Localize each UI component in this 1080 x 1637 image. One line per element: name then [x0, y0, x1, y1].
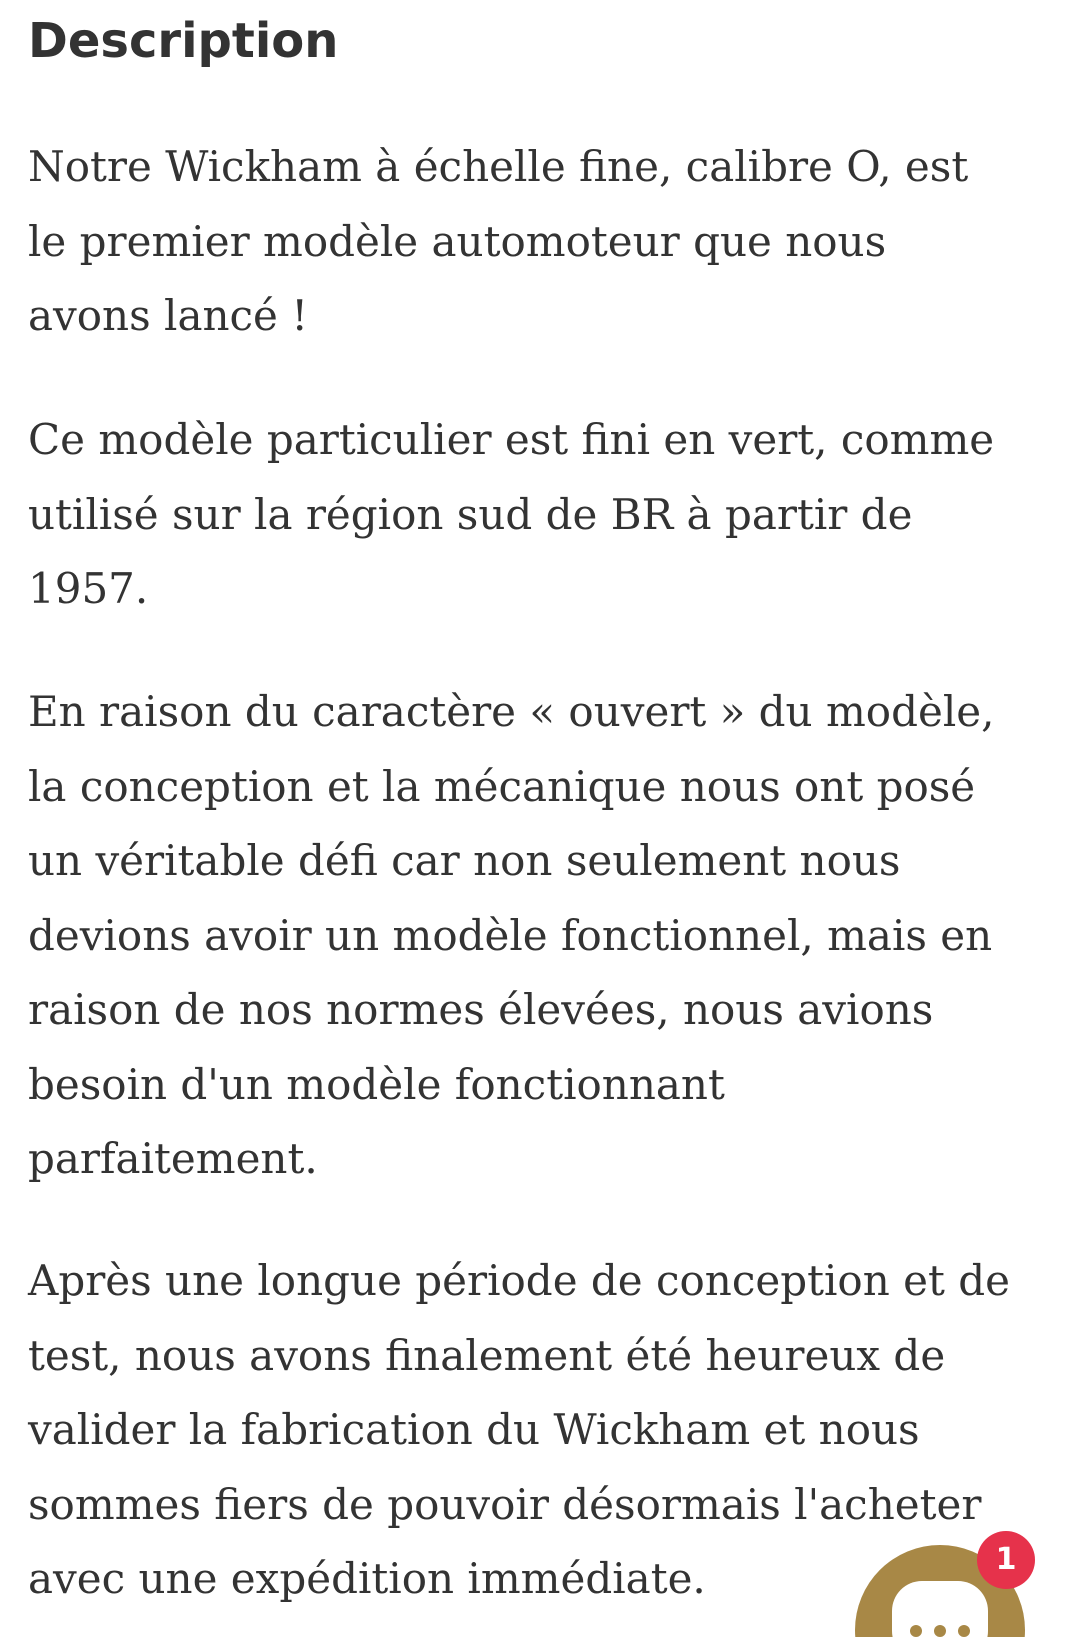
paragraph-line: un véritable défi car non seulement nous — [28, 836, 901, 885]
ellipsis-icon — [910, 1625, 970, 1637]
chat-notification-badge: 1 — [977, 1531, 1035, 1589]
paragraph-line: avons lancé ! — [28, 291, 309, 340]
paragraph-line: la conception et la mécanique nous ont posé — [28, 761, 976, 811]
description-heading: Description — [28, 13, 339, 69]
paragraph-line: avec une expédition immédiate. — [28, 1554, 706, 1603]
paragraph-line: 1957. — [28, 564, 149, 613]
paragraph-line: parfaitement. — [28, 1134, 318, 1183]
paragraph-line: besoin d'un modèle fonctionnant — [28, 1059, 725, 1109]
paragraph-line: devions avoir un modèle fonctionnel, mais en — [28, 910, 993, 960]
paragraph-line: Notre Wickham à échelle fine, calibre O, est — [28, 142, 969, 191]
description-paragraph-1 — [28, 130, 1068, 354]
paragraph-line: Après une longue période de conception et de — [28, 1256, 1010, 1305]
paragraph-line: raison de nos normes élevées, nous avions — [28, 985, 934, 1034]
paragraph-line: le premier modèle automoteur que nous — [28, 216, 887, 266]
paragraph-line: sommes fiers de pouvoir désormais l'acheter — [28, 1479, 982, 1529]
paragraph-line: utilisé sur la région sud de BR à partir de — [28, 489, 913, 539]
chat-bubble-icon — [892, 1581, 988, 1637]
paragraph-line: test, nous avons finalement été heureux de — [28, 1330, 946, 1380]
description-paragraph-2 — [28, 403, 1068, 627]
paragraph-line: En raison du caractère « ouvert » du modèle, — [28, 687, 995, 736]
paragraph-line: Ce modèle particulier est fini en vert, comme — [28, 415, 995, 464]
description-paragraph-3 — [28, 675, 1068, 1197]
paragraph-line: valider la fabrication du Wickham et nous — [28, 1405, 920, 1454]
